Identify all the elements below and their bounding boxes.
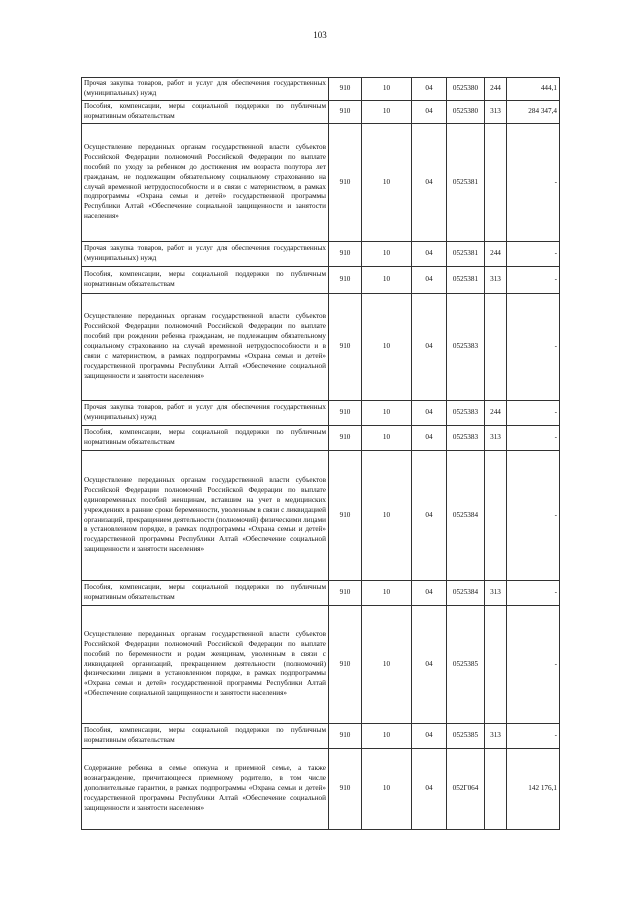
budget-table bbox=[81, 77, 560, 830]
admin-code-cell: 910 bbox=[329, 401, 362, 426]
target-article-cell: 0525383 bbox=[447, 401, 485, 426]
admin-code-cell: 910 bbox=[329, 426, 362, 451]
target-article-cell: 0525381 bbox=[447, 242, 485, 267]
table-row bbox=[82, 101, 560, 124]
table-row bbox=[82, 401, 560, 426]
table-row bbox=[82, 78, 560, 101]
description-cell: Пособия, компенсации, меры социальной поддержки по публичным нормативным обязательствам bbox=[82, 426, 329, 451]
target-article-cell: 0525380 bbox=[447, 78, 485, 101]
target-article-cell: 0525385 bbox=[447, 724, 485, 749]
expense-type-cell: 244 bbox=[485, 242, 507, 267]
expense-type-cell: 244 bbox=[485, 78, 507, 101]
admin-code-cell: 910 bbox=[329, 581, 362, 606]
section-code-cell: 10 bbox=[362, 294, 412, 401]
expense-type-cell: 313 bbox=[485, 267, 507, 294]
admin-code-cell: 910 bbox=[329, 749, 362, 830]
admin-code-cell: 910 bbox=[329, 124, 362, 242]
admin-code-cell: 910 bbox=[329, 101, 362, 124]
expense-type-cell bbox=[485, 451, 507, 581]
expense-type-cell: 313 bbox=[485, 426, 507, 451]
subsection-code-cell: 04 bbox=[412, 581, 447, 606]
target-article-cell: 0525381 bbox=[447, 124, 485, 242]
description-cell: Пособия, компенсации, меры социальной поддержки по публичным нормативным обязательствам bbox=[82, 581, 329, 606]
amount-cell: - bbox=[507, 426, 560, 451]
table-row bbox=[82, 724, 560, 749]
target-article-cell: 0525385 bbox=[447, 606, 485, 724]
amount-cell: - bbox=[507, 401, 560, 426]
table-row bbox=[82, 267, 560, 294]
section-code-cell: 10 bbox=[362, 724, 412, 749]
amount-cell: - bbox=[507, 724, 560, 749]
target-article-cell: 0525384 bbox=[447, 451, 485, 581]
table-row bbox=[82, 294, 560, 401]
section-code-cell: 10 bbox=[362, 124, 412, 242]
subsection-code-cell: 04 bbox=[412, 124, 447, 242]
admin-code-cell: 910 bbox=[329, 724, 362, 749]
table-row bbox=[82, 242, 560, 267]
section-code-cell: 10 bbox=[362, 451, 412, 581]
admin-code-cell: 910 bbox=[329, 78, 362, 101]
admin-code-cell: 910 bbox=[329, 294, 362, 401]
subsection-code-cell: 04 bbox=[412, 749, 447, 830]
subsection-code-cell: 04 bbox=[412, 101, 447, 124]
target-article-cell: 0525384 bbox=[447, 581, 485, 606]
expense-type-cell bbox=[485, 124, 507, 242]
subsection-code-cell: 04 bbox=[412, 78, 447, 101]
subsection-code-cell: 04 bbox=[412, 426, 447, 451]
expense-type-cell: 313 bbox=[485, 101, 507, 124]
admin-code-cell: 910 bbox=[329, 242, 362, 267]
description-cell: Пособия, компенсации, меры социальной поддержки по публичным нормативным обязательствам bbox=[82, 724, 329, 749]
target-article-cell: 0525383 bbox=[447, 426, 485, 451]
table-row bbox=[82, 581, 560, 606]
section-code-cell: 10 bbox=[362, 242, 412, 267]
amount-cell: 142 176,1 bbox=[507, 749, 560, 830]
expense-type-cell bbox=[485, 294, 507, 401]
subsection-code-cell: 04 bbox=[412, 294, 447, 401]
amount-cell: - bbox=[507, 267, 560, 294]
expense-type-cell: 313 bbox=[485, 581, 507, 606]
target-article-cell: 0525381 bbox=[447, 267, 485, 294]
description-cell: Осуществление переданных органам государственной власти субъектов Российской Федерации полномочий Российской Федерации по выплате пособий по уходу за ребенком до достижения им возраста полутора лет гражданам, не подлежащим обязательному социальному страхованию на случай временной нетрудоспособности и в связи с материнством, в рамках подпрограммы «Охрана семьи и детей» государственной программы Республики Алтай «Обеспечение социальной защищенности и занятости населения» bbox=[82, 124, 329, 242]
section-code-cell: 10 bbox=[362, 101, 412, 124]
amount-cell: 284 347,4 bbox=[507, 101, 560, 124]
page-number: 103 bbox=[313, 30, 327, 40]
admin-code-cell: 910 bbox=[329, 451, 362, 581]
description-cell: Пособия, компенсации, меры социальной поддержки по публичным нормативным обязательствам bbox=[82, 267, 329, 294]
description-cell: Прочая закупка товаров, работ и услуг для обеспечения государственных (муниципальных) нужд bbox=[82, 242, 329, 267]
table-row bbox=[82, 124, 560, 242]
description-cell: Осуществление переданных органам государственной власти субъектов Российской Федерации полномочий Российской Федерации по выплате единовременных пособий женщинам, вставшим на учет в медицинских учреждениях в ранние сроки беременности, уволенным в связи с ликвидацией организаций, прекращением деятельности (полномочий) физическими лицами в установленном порядке, в рамках подпрограммы «Охрана семьи и детей» государственной программы Республики Алтай «Обеспечение социальной защищенности и занятости населения» bbox=[82, 451, 329, 581]
section-code-cell: 10 bbox=[362, 401, 412, 426]
section-code-cell: 10 bbox=[362, 606, 412, 724]
amount-cell: - bbox=[507, 124, 560, 242]
subsection-code-cell: 04 bbox=[412, 267, 447, 294]
section-code-cell: 10 bbox=[362, 426, 412, 451]
section-code-cell: 10 bbox=[362, 581, 412, 606]
expense-type-cell: 313 bbox=[485, 724, 507, 749]
amount-cell: - bbox=[507, 242, 560, 267]
description-cell: Содержание ребенка в семье опекуна и приемной семье, а также вознаграждение, причитающееся приемному родителю, в том числе дополнительные гарантии, в рамках подпрограммы «Охрана семьи и детей» государственной программы Республики Алтай «Обеспечение социальной защищенности и занятости населения» bbox=[82, 749, 329, 830]
amount-cell: - bbox=[507, 294, 560, 401]
section-code-cell: 10 bbox=[362, 267, 412, 294]
description-cell: Пособия, компенсации, меры социальной поддержки по публичным нормативным обязательствам bbox=[82, 101, 329, 124]
amount-cell: - bbox=[507, 451, 560, 581]
description-cell: Осуществление переданных органам государственной власти субъектов Российской Федерации полномочий Российской Федерации по выплате пособий при рождении ребенка гражданам, не подлежащим обязательному социальному страхованию на случай временной нетрудоспособности и в связи с материнством, в рамках подпрограммы «Охрана семьи и детей» государственной программы Республики Алтай «Обеспечение социальной защищенности и занятости населения» bbox=[82, 294, 329, 401]
subsection-code-cell: 04 bbox=[412, 242, 447, 267]
expense-type-cell bbox=[485, 606, 507, 724]
table-row bbox=[82, 451, 560, 581]
subsection-code-cell: 04 bbox=[412, 451, 447, 581]
amount-cell: 444,1 bbox=[507, 78, 560, 101]
admin-code-cell: 910 bbox=[329, 606, 362, 724]
subsection-code-cell: 04 bbox=[412, 724, 447, 749]
table-body bbox=[82, 78, 560, 830]
section-code-cell: 10 bbox=[362, 749, 412, 830]
description-cell: Осуществление переданных органам государственной власти субъектов Российской Федерации полномочий Российской Федерации по выплате пособий по беременности и родам женщинам, уволенным в связи с ликвидацией организаций, прекращением деятельности (полномочий) физическими лицами в установленном порядке, в рамках подпрограммы «Охрана семьи и детей» государственной программы Республики Алтай «Обеспечение социальной защищенности и занятости населения» bbox=[82, 606, 329, 724]
table-row bbox=[82, 606, 560, 724]
amount-cell: - bbox=[507, 581, 560, 606]
admin-code-cell: 910 bbox=[329, 267, 362, 294]
table-row bbox=[82, 426, 560, 451]
subsection-code-cell: 04 bbox=[412, 606, 447, 724]
description-cell: Прочая закупка товаров, работ и услуг для обеспечения государственных (муниципальных) нужд bbox=[82, 78, 329, 101]
description-cell: Прочая закупка товаров, работ и услуг для обеспечения государственных (муниципальных) нужд bbox=[82, 401, 329, 426]
table-row bbox=[82, 749, 560, 830]
target-article-cell: 0525383 bbox=[447, 294, 485, 401]
expense-type-cell: 244 bbox=[485, 401, 507, 426]
section-code-cell: 10 bbox=[362, 78, 412, 101]
amount-cell: - bbox=[507, 606, 560, 724]
target-article-cell: 052Г064 bbox=[447, 749, 485, 830]
expense-type-cell bbox=[485, 749, 507, 830]
subsection-code-cell: 04 bbox=[412, 401, 447, 426]
target-article-cell: 0525380 bbox=[447, 101, 485, 124]
